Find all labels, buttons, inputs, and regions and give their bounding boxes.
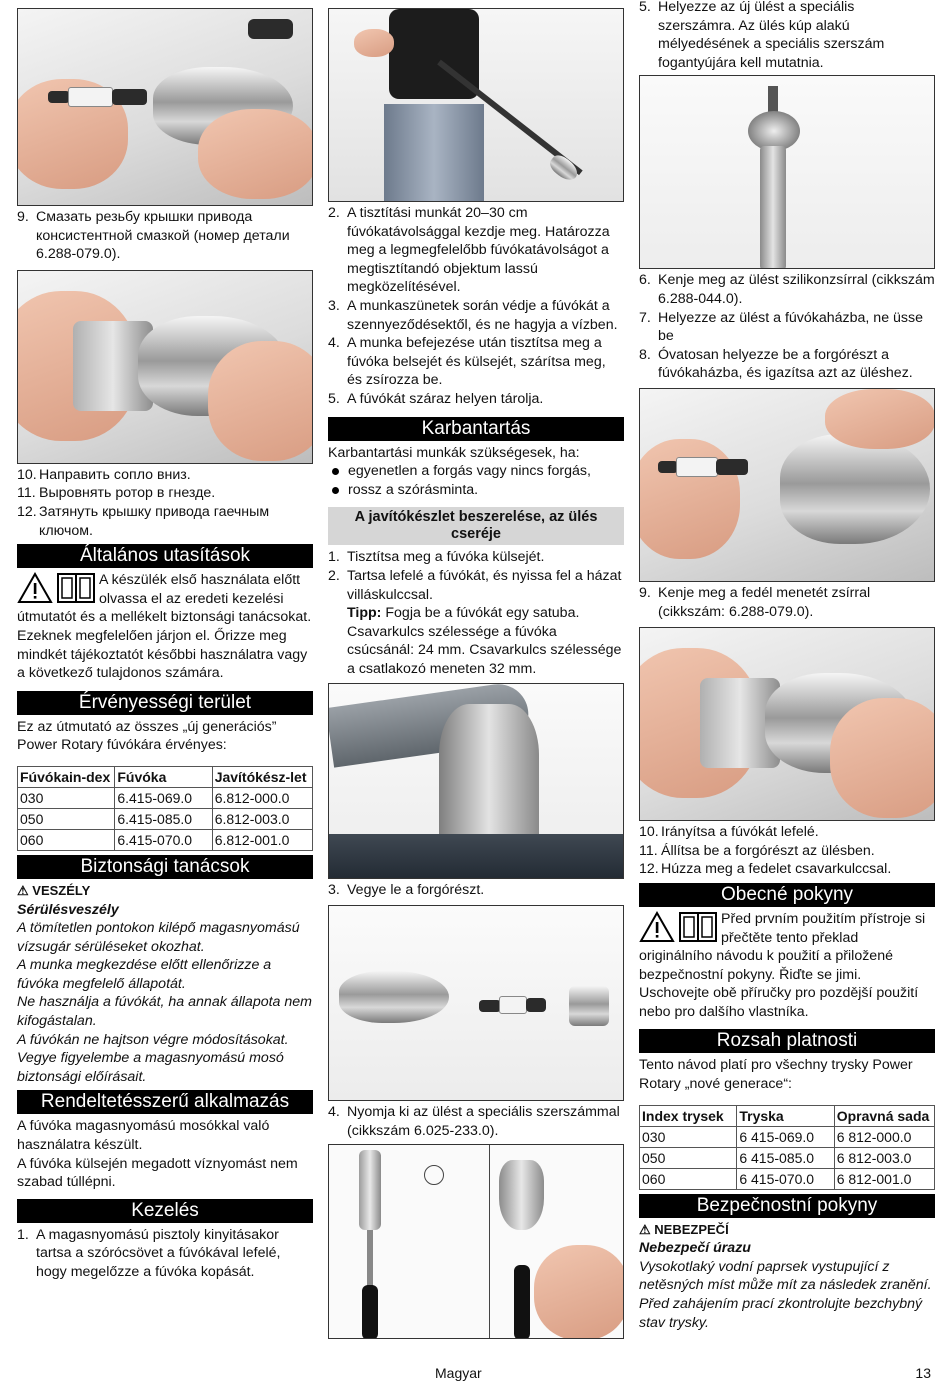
table-cell: 030	[18, 787, 115, 808]
list-item: 1. A magasnyomású pisztoly kinyitásakor tartsa a szórócsövet a fúvókával lefelé, hogy megelőzze a fúvóka kopását.	[17, 1226, 281, 1280]
step-9	[639, 584, 935, 621]
list-item: 5. Helyezze az új ülést a speciális szerszámra. Az ülés kúp alakú mélyedésének a speciális szerszám fogantyújára kell mutatnia.	[639, 0, 885, 71]
intended-line: A fúvóka külsején megadott víznyomást nem szabad túllépni.	[17, 1155, 298, 1191]
photo-cover-thread-2	[639, 627, 935, 821]
table-header: Tryska	[737, 1105, 834, 1126]
steps-hu-b	[639, 271, 935, 383]
list-item: 9. Смазать резьбу крышки привода консистентной смазкой (номер детали 6.288-079.0).	[17, 209, 290, 263]
cz-safety-line: Před zahájením prací zkontrolujte bezchybný stav trysky.	[639, 1296, 923, 1331]
table-cell: 050	[640, 1147, 737, 1168]
table-cell: 6.812-003.0	[212, 808, 312, 829]
warning-triangle-icon	[17, 572, 53, 604]
tip-text: Fogja be a fúvókát egy satuba. Csavarkulcs szélessége a fúvóka csúcsánál: 24 mm. Csavarkulcs szélessége a csatlakozó meneten 32 mm.	[347, 605, 622, 677]
cz-scope-text: Tento návod platí pro všechny trysky Power Rotary „nové generace“:	[639, 1057, 913, 1093]
cz-general-text-block	[639, 910, 935, 1022]
table-cell: 060	[18, 829, 115, 850]
table-header: Javítókész-let	[212, 766, 312, 787]
list-item: 8. Óvatosan helyezze be a forgórészt a fúvókaházba, és igazítsa azt az üléshez.	[639, 346, 913, 382]
safety-line: A tömítetlen pontokon kilépő magasnyomású vízsugár sérüléseket okozhat.	[17, 920, 300, 955]
table-header-row	[640, 1105, 935, 1126]
table-cell: 030	[640, 1126, 737, 1147]
table-header: Fúvókain-dex	[18, 766, 115, 787]
list-item: 2. A tisztítási munkát 20–30 cm fúvókatávolsággal kezdje meg. Határozza meg a legmegfelelőbb fúvókatávolságot a megtisztítandó objektum lassú megközelítésével.	[328, 205, 610, 296]
section-title-scope: Érvényességi terület	[17, 691, 313, 715]
general-text: A készülék első használata előtt olvassa el az eredeti kezelési útmutatót és a mellékelt biztonsági tanácsokat. Ezeknek megfelelően járjon el. Őrizze meg mindkét tájékoztatót későbbi használatra vagy a következő tulajdonos számára.	[17, 572, 312, 682]
steps-ru-1	[17, 208, 313, 264]
table-cell: 060	[640, 1168, 737, 1189]
warning-triangle-icon	[639, 911, 675, 943]
list-item: 6. Kenje meg az ülést szilikonzsírral (cikkszám 6.288-044.0).	[639, 272, 935, 307]
list-item: 12. Húzza meg a fedelet csavarkulccsal.	[639, 861, 892, 878]
step-5	[639, 0, 935, 72]
tip-label: Tipp:	[347, 605, 382, 622]
scope-table	[17, 766, 313, 851]
list-item: 2. Tartsa lefelé a fúvókát, és nyissa fel a házat villáskulccsal. Tipp: Fogja be a fúvókát egy satuba. Csavarkulcs szélessége a fúvóka csúcsánál: 24 mm. Csavarkulcs szélessége a csatlakozó meneten 32 mm.	[328, 567, 622, 677]
section-title-cz-general: Obecné pokyny	[639, 883, 935, 907]
table-cell: 6.812-000.0	[212, 787, 312, 808]
table-cell: 6 415-070.0	[737, 1168, 834, 1189]
table-row	[18, 787, 313, 808]
section-title-operation: Kezelés	[17, 1199, 313, 1223]
column-3	[639, 0, 935, 1332]
steps-hu-a	[328, 204, 624, 409]
steps-ru-2	[17, 466, 313, 540]
manual-book-icon	[679, 911, 717, 943]
manual-book-icon	[57, 572, 95, 604]
table-row	[640, 1147, 935, 1168]
danger-heading	[17, 882, 313, 901]
table-cell: 6 415-085.0	[737, 1147, 834, 1168]
list-item: 7. Helyezze az ülést a fúvókaházba, ne üsse be	[639, 309, 923, 345]
photo-rotor-insert-2	[639, 388, 935, 582]
section-title-repair-kit: A javítókészlet beszerelése, az ülés cseréje	[328, 507, 624, 545]
table-header: Index trysek	[640, 1105, 737, 1126]
scope-text: Ez az útmutató az összes „új generációs” Power Rotary fúvókára érvényes:	[17, 718, 277, 754]
list-item: 1. Tisztítsa meg a fúvóka külsejét.	[328, 549, 545, 566]
repair-steps	[328, 548, 624, 678]
cz-danger-subtitle: Nebezpečí úrazu	[639, 1240, 751, 1257]
table-cell: 6.812-001.0	[212, 829, 312, 850]
intended-line: A fúvóka magasnyomású mosókkal való használatra készült.	[17, 1118, 270, 1154]
table-row	[18, 829, 313, 850]
steps-hu-c	[639, 823, 935, 879]
table-row	[18, 808, 313, 829]
page-number: 13	[915, 1365, 931, 1381]
list-item: 11. Выровнять ротор в гнезде.	[17, 485, 216, 502]
table-row	[640, 1126, 935, 1147]
maintenance-bullets	[328, 462, 624, 499]
column-2	[328, 8, 624, 1339]
list-item: rossz a szórásminta.	[328, 481, 624, 500]
list-item: 4. A munka befejezése után tisztítsa meg a fúvóka belsejét és külsejét, szárítsa meg, és zsírozza be.	[328, 335, 606, 389]
safety-line: Ne használja a fúvókát, ha annak állapota nem kifogástalan.	[17, 994, 312, 1030]
warning-icons	[17, 572, 95, 604]
section-title-intended-use: Rendeltetésszerű alkalmazás	[17, 1090, 313, 1114]
list-item: 5. A fúvókát száraz helyen tárolja.	[328, 390, 544, 407]
table-cell: 6 812-003.0	[834, 1147, 934, 1168]
section-title-cz-scope: Rozsah platnosti	[639, 1029, 935, 1053]
table-cell: 6.415-085.0	[115, 808, 212, 829]
list-item: egyenetlen a forgás vagy nincs forgás,	[328, 462, 624, 481]
photo-operator-spray-gun	[328, 8, 624, 202]
cz-danger-heading	[639, 1221, 935, 1240]
cz-safety-line: Vysokotlaký vodní paprsek vystupující z netěsných míst může mít za následek zranění.	[639, 1258, 932, 1294]
section-title-maintenance: Karbantartás	[328, 417, 624, 441]
danger-subtitle: Sérülésveszély	[17, 901, 119, 918]
cz-danger-label: NEBEZPEČÍ	[654, 1221, 729, 1237]
maintenance-intro: Karbantartási munkák szükségesek, ha:	[328, 444, 580, 461]
warning-icons	[639, 911, 717, 943]
table-cell: 6.415-069.0	[115, 787, 212, 808]
photo-special-tool	[328, 1144, 624, 1339]
table-cell: 6 415-069.0	[737, 1126, 834, 1147]
list-item: 4. Nyomja ki az ülést a speciális szerszámmal (cikkszám 6.025-233.0).	[328, 1104, 620, 1139]
table-row	[640, 1168, 935, 1189]
footer-language: Magyar	[435, 1365, 482, 1381]
warning-triangle-icon: ⚠	[639, 1221, 651, 1237]
list-item: 10. Irányítsa a fúvókát lefelé.	[639, 824, 819, 841]
photo-rotor-insert	[17, 8, 313, 206]
cz-general-text: Před prvním použitím přístroje si přečtěte tento překlad originálního návodu k použití a přiložené bezpečnostní pokyny. Řiďte se jimi. Uschovejte obě příručky pro pozdější použití nebo pro dalšího vlastníka.	[639, 910, 926, 1020]
list-item: 11. Állítsa be a forgórészt az ülésben.	[639, 842, 875, 859]
safety-line: Vegye figyelembe a magasnyomású mosó biztonsági előírásait.	[17, 1050, 284, 1085]
list-item: 12. Затянуть крышку привода гаечным ключом.	[17, 503, 270, 539]
operation-steps	[17, 1226, 313, 1282]
cz-scope-table	[639, 1105, 935, 1190]
table-header: Opravná sada	[834, 1105, 934, 1126]
table-cell: 050	[18, 808, 115, 829]
list-item: 3. A munkaszünetek során védje a fúvókát a szennyeződésektől, és ne hagyja a vízben.	[328, 297, 618, 333]
danger-label: VESZÉLY	[32, 882, 91, 898]
safety-line: A munka megkezdése előtt ellenőrizze a fúvóka megfelelő állapotát.	[17, 957, 272, 992]
table-header: Fúvóka	[115, 766, 212, 787]
safety-line: A fúvókán ne hajtson végre módosításokat.	[17, 1031, 289, 1048]
step-4	[328, 1103, 624, 1140]
list-item: 3. Vegye le a forgórészt.	[328, 882, 485, 899]
list-item: 9. Kenje meg a fedél menetét zsírral (cikkszám: 6.288-079.0).	[639, 584, 871, 620]
general-text-block	[17, 571, 313, 683]
section-title-general: Általános utasítások	[17, 544, 313, 568]
photo-seat-on-tool	[639, 75, 935, 269]
list-item: 10. Направить сопло вниз.	[17, 466, 191, 483]
warning-triangle-icon: ⚠	[17, 882, 29, 898]
table-header-row	[18, 766, 313, 787]
table-cell: 6 812-000.0	[834, 1126, 934, 1147]
photo-wrench-vise	[328, 683, 624, 879]
section-title-cz-safety: Bezpečnostní pokyny	[639, 1194, 935, 1218]
step-3	[328, 881, 624, 900]
table-cell: 6.415-070.0	[115, 829, 212, 850]
section-title-safety: Biztonsági tanácsok	[17, 855, 313, 879]
column-1	[17, 8, 313, 1282]
photo-cover-thread	[17, 270, 313, 464]
table-cell: 6 812-001.0	[834, 1168, 934, 1189]
photo-disassembled-parts	[328, 905, 624, 1101]
